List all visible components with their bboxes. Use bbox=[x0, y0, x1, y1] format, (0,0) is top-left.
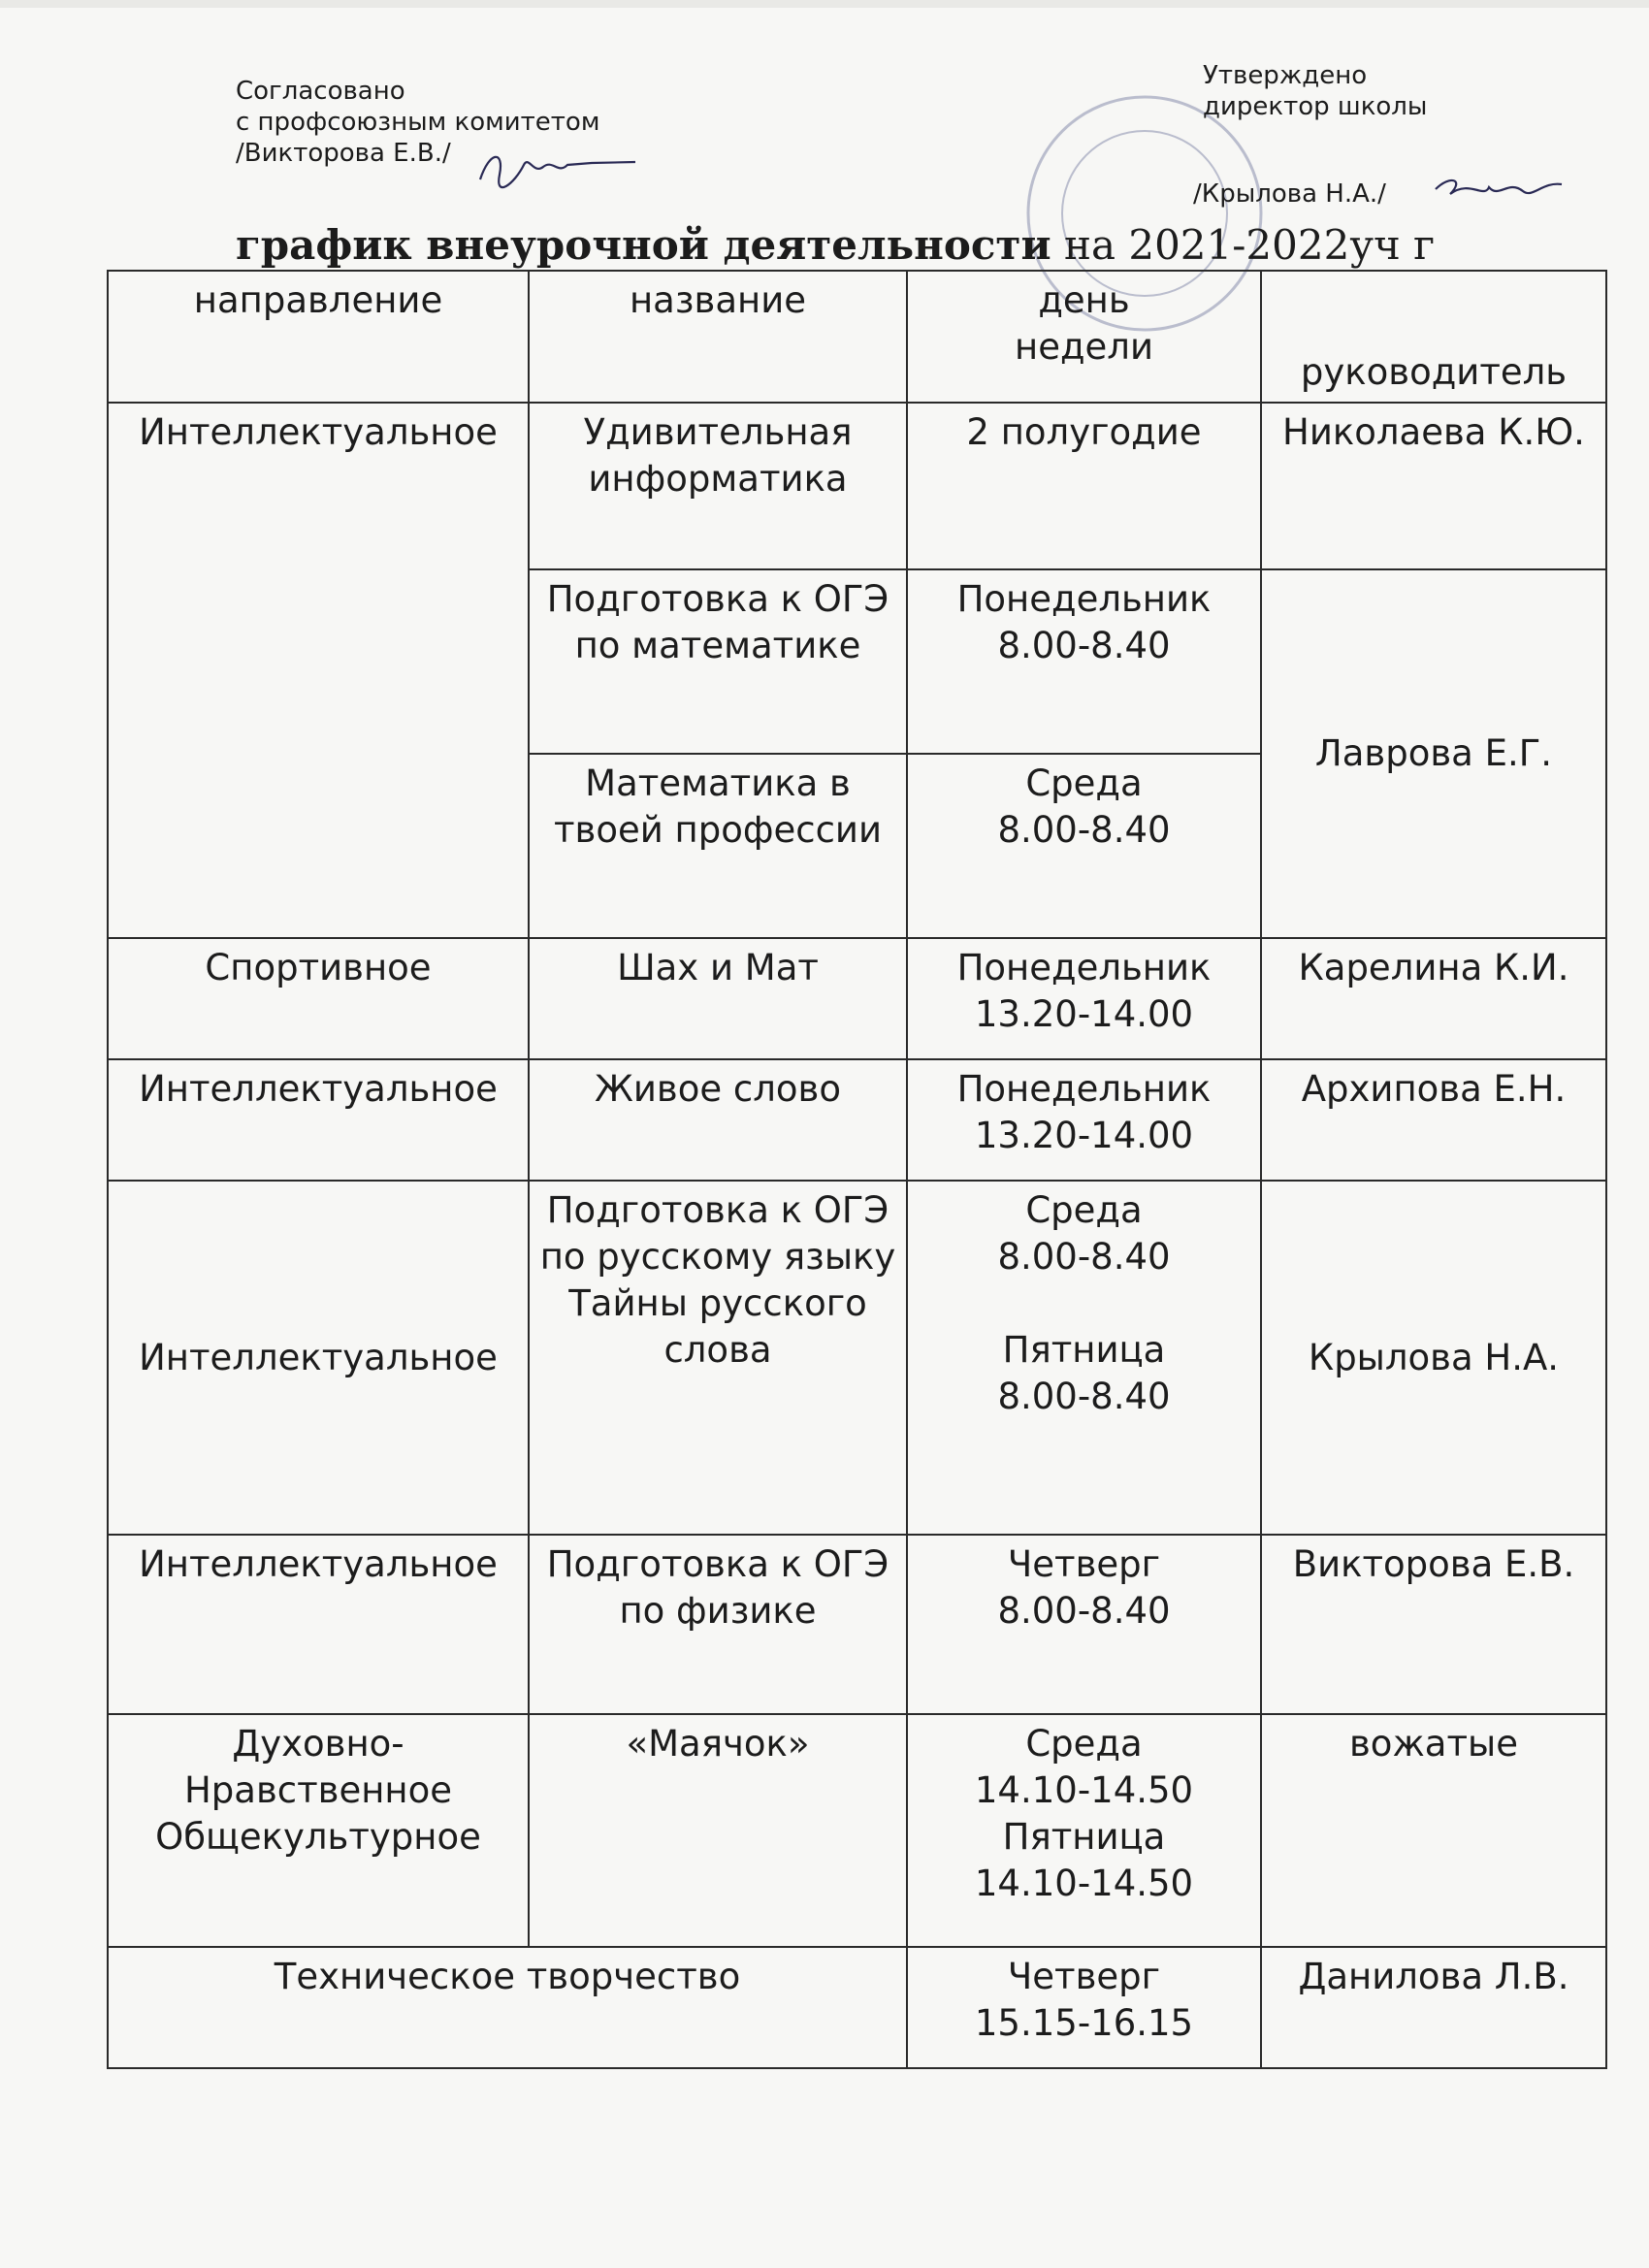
cell-direction: Интеллектуальное bbox=[108, 403, 529, 938]
cell-day: Среда 8.00-8.40 bbox=[907, 754, 1261, 938]
approved-position: директор школы bbox=[1203, 92, 1428, 121]
approved-signer: /Крылова Н.А./ bbox=[1193, 179, 1386, 209]
cell-day: Понедельник 13.20-14.00 bbox=[907, 938, 1261, 1059]
cell-name: Удивительная информатика bbox=[529, 403, 907, 569]
cell-leader: Крылова Н.А. bbox=[1261, 1181, 1606, 1535]
cell-name: Подготовка к ОГЭ по русскому языку Тайны русского слова bbox=[529, 1181, 907, 1535]
header-leader: руководитель bbox=[1261, 271, 1606, 403]
cell-leader: Лаврова Е.Г. bbox=[1261, 569, 1606, 938]
page-title bbox=[236, 221, 1435, 269]
cell-leader: Николаева К.Ю. bbox=[1261, 403, 1606, 569]
approved-block bbox=[1193, 60, 1428, 209]
table-row bbox=[108, 1947, 1606, 2068]
cell-direction: Интеллектуальное bbox=[108, 1181, 529, 1535]
schedule-table bbox=[107, 270, 1607, 2069]
cell-direction: Интеллектуальное bbox=[108, 1535, 529, 1714]
cell-name: Шах и Мат bbox=[529, 938, 907, 1059]
cell-day: Четверг 15.15-16.15 bbox=[907, 1947, 1261, 2068]
cell-direction: Духовно- Нравственное Общекультурное bbox=[108, 1714, 529, 1947]
cell-leader: вожатые bbox=[1261, 1714, 1606, 1947]
header-day: день недели bbox=[907, 271, 1261, 403]
cell-leader: Данилова Л.В. bbox=[1261, 1947, 1606, 2068]
cell-direction: Интеллектуальное bbox=[108, 1059, 529, 1181]
title-bold: график внеурочной деятельности bbox=[236, 221, 1051, 269]
cell-name: Подготовка к ОГЭ по физике bbox=[529, 1535, 907, 1714]
header-name: название bbox=[529, 271, 907, 403]
cell-name: Живое слово bbox=[529, 1059, 907, 1181]
table-row bbox=[108, 1059, 1606, 1181]
cell-direction: Спортивное bbox=[108, 938, 529, 1059]
cell-leader: Архипова Е.Н. bbox=[1261, 1059, 1606, 1181]
agreed-signature bbox=[475, 146, 640, 194]
header-direction: направление bbox=[108, 271, 529, 403]
approved-signature bbox=[1431, 170, 1567, 218]
cell-name: «Маячок» bbox=[529, 1714, 907, 1947]
cell-leader: Викторова Е.В. bbox=[1261, 1535, 1606, 1714]
approved-label: Утверждено bbox=[1203, 61, 1368, 90]
table-row bbox=[108, 938, 1606, 1059]
cell-day: 2 полугодие bbox=[907, 403, 1261, 569]
table-row bbox=[108, 1535, 1606, 1714]
table-row bbox=[108, 403, 1606, 569]
cell-direction-name: Техническое творчество bbox=[108, 1947, 907, 2068]
title-rest: на 2021-2022уч г bbox=[1063, 221, 1436, 269]
table-row bbox=[108, 1714, 1606, 1947]
table-header-row bbox=[108, 271, 1606, 403]
agreed-signer: /Викторова Е.В./ bbox=[236, 139, 451, 168]
cell-name: Математика в твоей профессии bbox=[529, 754, 907, 938]
scan-edge bbox=[0, 0, 1649, 8]
cell-day: Понедельник 13.20-14.00 bbox=[907, 1059, 1261, 1181]
agreed-committee: с профсоюзным комитетом bbox=[236, 108, 600, 137]
cell-leader: Карелина К.И. bbox=[1261, 938, 1606, 1059]
cell-day: Среда 8.00-8.40 Пятница 8.00-8.40 bbox=[907, 1181, 1261, 1535]
table-row bbox=[108, 1181, 1606, 1535]
cell-day: Среда 14.10-14.50 Пятница 14.10-14.50 bbox=[907, 1714, 1261, 1947]
agreed-label: Согласовано bbox=[236, 77, 405, 106]
cell-day: Четверг 8.00-8.40 bbox=[907, 1535, 1261, 1714]
cell-day: Понедельник 8.00-8.40 bbox=[907, 569, 1261, 754]
cell-name: Подготовка к ОГЭ по математике bbox=[529, 569, 907, 754]
